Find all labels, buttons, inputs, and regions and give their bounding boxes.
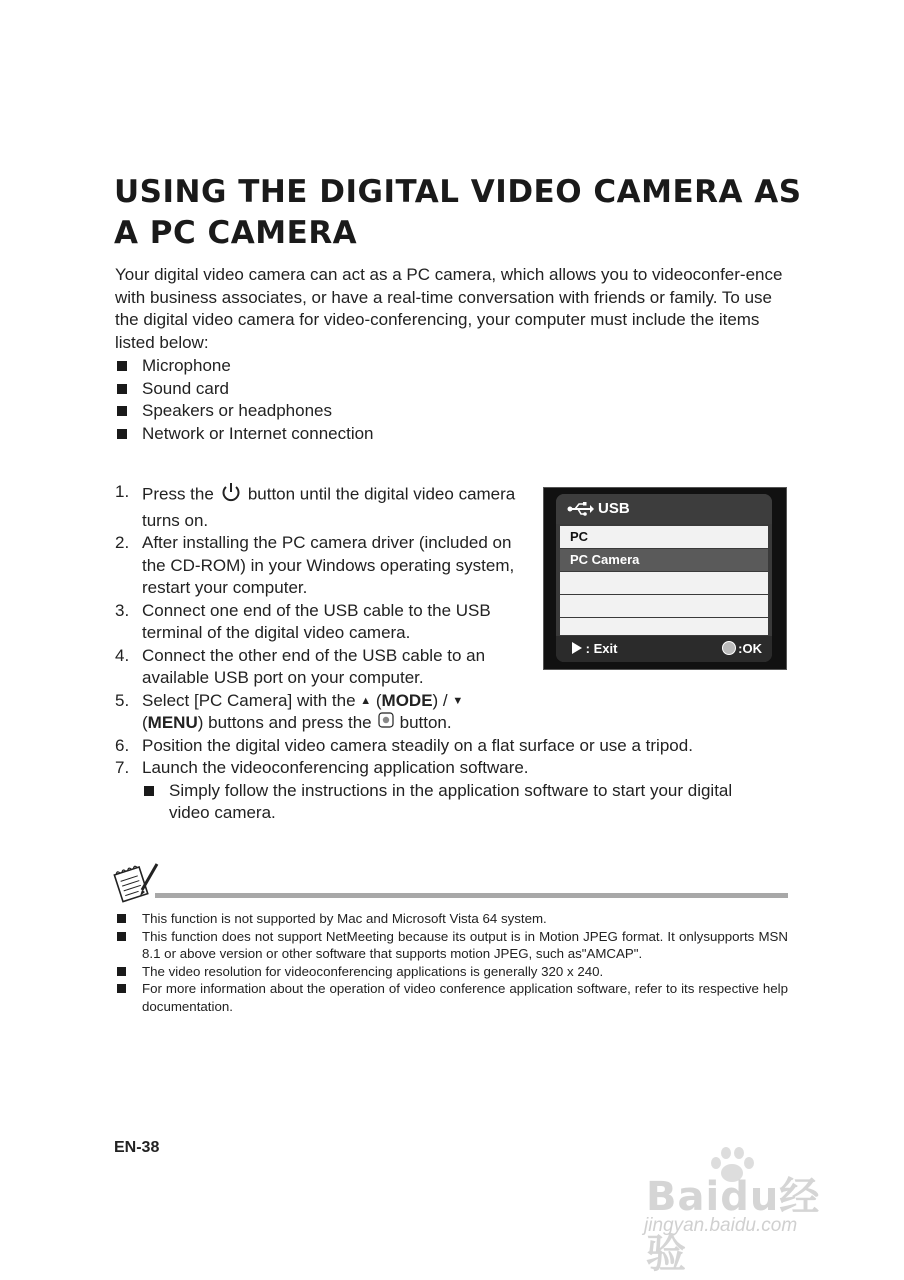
step-1: 1. Press the button until the digital video camera turns on. — [115, 482, 516, 530]
step-5: 5. Select [PC Camera] with the ▲ (MODE) / ▼ (MENU) buttons and press the button. — [115, 690, 522, 735]
watermark-logo: Baidu经验 — [646, 1174, 821, 1277]
note-divider — [155, 893, 788, 898]
ok-circle-icon — [722, 641, 736, 655]
bullet-square-icon — [117, 429, 127, 439]
lcd-menu-item-pc-camera[interactable]: PC Camera — [560, 549, 768, 571]
baidu-watermark — [640, 1145, 860, 1277]
lcd-ok-hint: :OK — [722, 636, 762, 662]
list-item: Network or Internet connection — [115, 423, 374, 446]
lcd-menu-item-empty — [560, 595, 768, 617]
ok-button-icon — [378, 712, 394, 735]
power-icon — [220, 481, 242, 510]
lcd-exit-hint: : Exit — [572, 636, 617, 662]
watermark-url: jingyan.baidu.com — [644, 1215, 798, 1236]
step-4: 4. Connect the other end of the USB cable to an available USB port on your computer. — [115, 645, 486, 687]
note-item: For more information about the operation of video conference application software, refer to its respective help documentation. — [115, 980, 788, 1015]
camera-lcd-screen — [543, 487, 787, 670]
lcd-menu-item-empty — [560, 572, 768, 594]
bullet-square-icon — [117, 361, 127, 371]
bullet-square-icon — [117, 384, 127, 394]
down-arrow-icon: ▼ — [452, 694, 464, 707]
note-item: This function does not support NetMeeting because its output is in Motion JPEG format. It onlysupports MSN 8.1 or above version or other software that supports motion JPEG, such as"AMCAP". — [115, 928, 788, 963]
lcd-menu — [556, 494, 772, 662]
note-item: The video resolution for videoconferencing applications is generally 320 x 240. — [115, 963, 788, 981]
step-3: 3. Connect one end of the USB cable to the USB terminal of the digital video camera. — [115, 600, 491, 642]
notes-list — [115, 910, 788, 1015]
list-item: Speakers or headphones — [115, 400, 374, 423]
lcd-header — [556, 494, 772, 524]
list-item: Sound card — [115, 378, 374, 401]
requirements-list — [115, 355, 374, 445]
step-7-subitem: Simply follow the instructions in the application software to start your digital video camera. — [142, 780, 769, 825]
lcd-footer — [556, 636, 772, 662]
intro-paragraph: Your digital video camera can act as a PC camera, which allows you to videoconfer-ence with business associates, or have a real-time conversation with friends or family. To use the digital video camera for video-conferencing, your computer must include the items listed below: — [115, 265, 783, 352]
bullet-square-icon — [117, 984, 126, 993]
step-2: 2. After installing the PC camera driver (included on the CD-ROM) in your Windows operating system, restart your computer. — [115, 533, 515, 597]
step-6: 6. Position the digital video camera steadily on a flat surface or use a tripod. — [115, 735, 693, 755]
bullet-square-icon — [117, 932, 126, 941]
lcd-menu-item-pc[interactable]: PC — [560, 526, 768, 548]
up-arrow-icon: ▲ — [360, 694, 372, 707]
bullet-square-icon — [117, 406, 127, 416]
bullet-square-icon — [144, 786, 154, 796]
bullet-square-icon — [117, 967, 126, 976]
lcd-menu-item-empty — [560, 618, 768, 635]
page-title: USING THE DIGITAL VIDEO CAMERA AS A PC CAMERA — [114, 174, 802, 251]
lcd-header-title: USB — [598, 500, 630, 517]
play-arrow-icon — [572, 642, 582, 654]
list-item: Microphone — [115, 355, 374, 378]
note-pad-icon — [112, 860, 160, 904]
note-item: This function is not supported by Mac and Microsoft Vista 64 system. — [115, 910, 788, 928]
step-7: 7. Launch the videoconferencing application software. Simply follow the instructions in the application software to start your digital video camera. — [115, 757, 762, 825]
bullet-square-icon — [117, 914, 126, 923]
page-number: EN-38 — [114, 1139, 160, 1156]
